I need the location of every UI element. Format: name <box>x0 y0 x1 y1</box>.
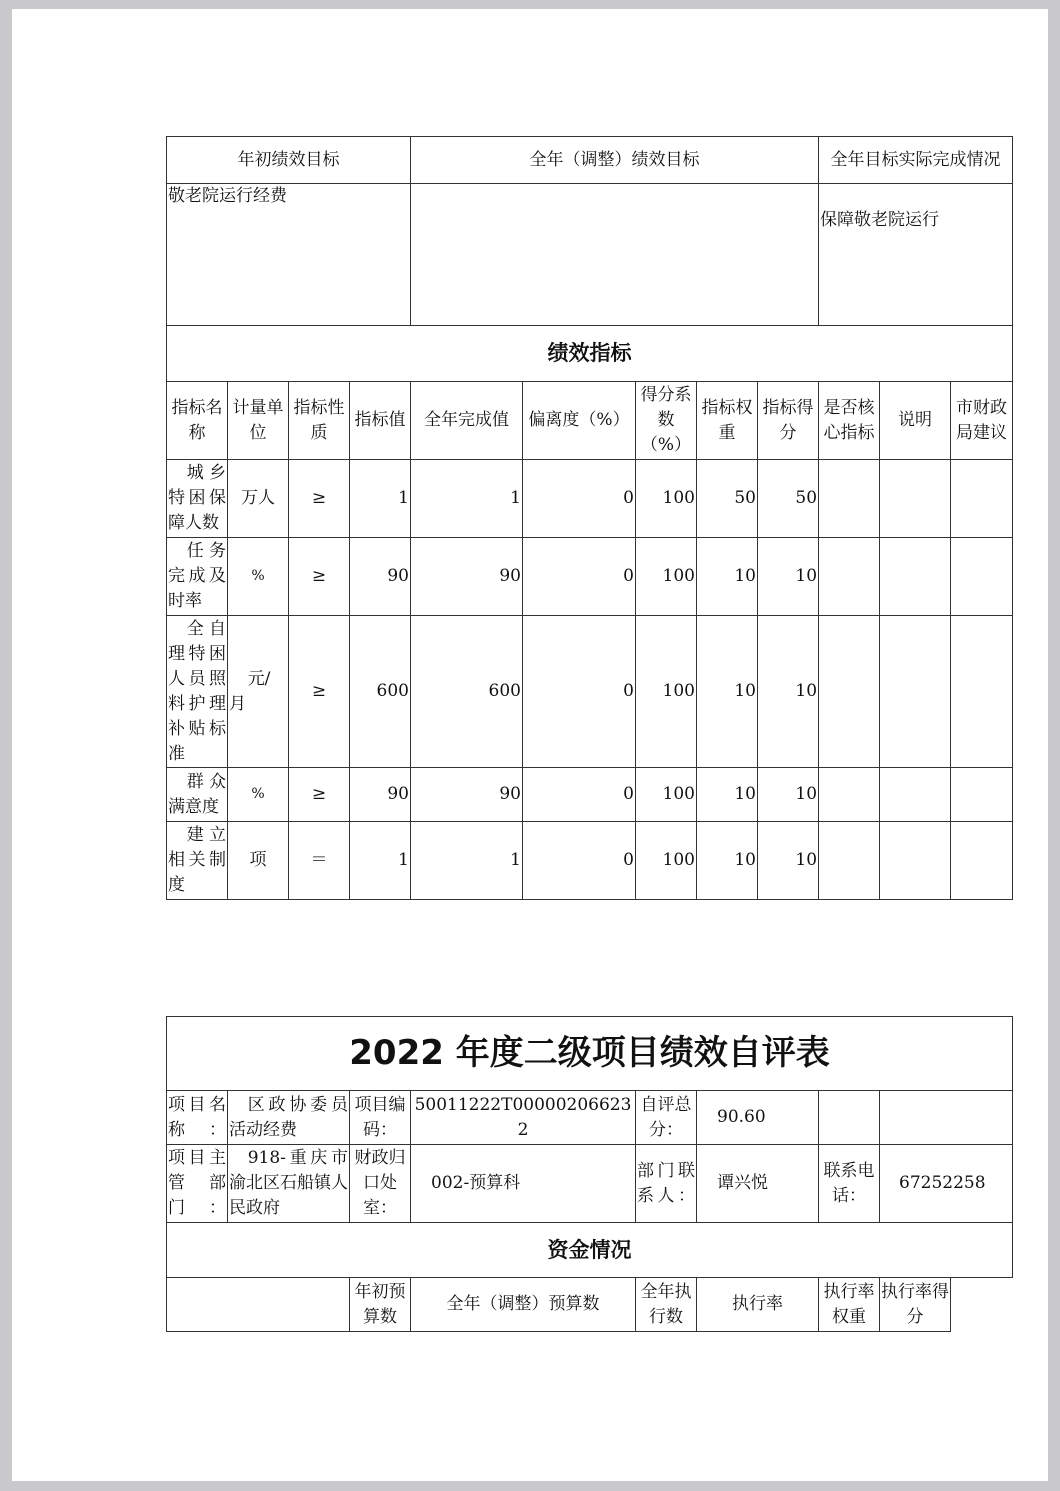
indicator-note-cell <box>880 538 951 616</box>
header-adjusted-goal: 全年（调整）绩效目标 <box>411 137 819 184</box>
initial-goal-cell: 敬老院运行经费 <box>167 184 411 326</box>
indicator-nature-cell: ≥ <box>289 616 350 768</box>
contact-label: 部门联系人： <box>636 1145 697 1223</box>
score-value <box>697 1091 819 1145</box>
indicator-note-cell <box>880 460 951 538</box>
indicator-score-cell: 50 <box>758 460 819 538</box>
funds-col-header-rate-score: 执行率得分 <box>880 1278 951 1332</box>
indicator-core-cell <box>819 822 880 900</box>
indicator-advice-cell <box>951 460 1013 538</box>
indicator-score-cell: 10 <box>758 822 819 900</box>
empty-cell <box>880 1091 1013 1145</box>
funds-col-header-executed: 全年执行数 <box>636 1278 697 1332</box>
indicator-core-cell <box>819 768 880 822</box>
col-header: 计量单位 <box>228 382 289 460</box>
indicator-score-cell: 10 <box>758 538 819 616</box>
project-name-label: 项目名称： <box>167 1091 228 1145</box>
indicator-advice-cell <box>951 616 1013 768</box>
indicator-done-cell: 1 <box>411 822 523 900</box>
indicator-coef-cell: 100 <box>636 538 697 616</box>
indicator-weight-cell: 10 <box>697 616 758 768</box>
indicator-coef-cell: 100 <box>636 768 697 822</box>
indicator-done-cell: 1 <box>411 460 523 538</box>
indicator-coef-cell: 100 <box>636 822 697 900</box>
funds-col-header-rate-weight: 执行率权重 <box>819 1278 880 1332</box>
funds-col-header <box>167 1278 350 1332</box>
phone-label: 联系电话： <box>819 1145 880 1223</box>
funds-col-header-initial: 年初预算数 <box>350 1278 411 1332</box>
indicator-coef-cell: 100 <box>636 460 697 538</box>
contact-value <box>697 1145 819 1223</box>
indicator-header-row <box>167 382 1013 460</box>
finance-label: 财政归口处室： <box>350 1145 411 1223</box>
indicator-weight-cell: 10 <box>697 538 758 616</box>
indicator-unit-cell: % <box>228 768 289 822</box>
indicator-nature-cell: ≥ <box>289 538 350 616</box>
col-header: 指标权重 <box>697 382 758 460</box>
actual-cell <box>819 184 1013 326</box>
col-header: 指标性质 <box>289 382 350 460</box>
indicator-name-cell: 群众满意度 <box>167 768 228 822</box>
table-row <box>167 768 1013 822</box>
table-row <box>167 460 1013 538</box>
indicator-dev-cell: 0 <box>523 768 636 822</box>
indicator-note-cell <box>880 768 951 822</box>
indicator-nature-cell: ≥ <box>289 460 350 538</box>
finance-value <box>411 1145 636 1223</box>
indicator-core-cell <box>819 616 880 768</box>
indicator-target-cell: 90 <box>350 768 411 822</box>
table-row <box>167 616 1013 768</box>
indicator-core-cell <box>819 460 880 538</box>
indicator-name-cell: 建立相关制度 <box>167 822 228 900</box>
col-header: 是否核心指标 <box>819 382 880 460</box>
indicator-nature-cell: ＝ <box>289 822 350 900</box>
indicator-name-cell: 全自理特困人员照料护理补贴标准 <box>167 616 228 768</box>
header-initial-goal: 年初绩效目标 <box>167 137 411 184</box>
indicator-target-cell: 1 <box>350 822 411 900</box>
project-code-label: 项目编码： <box>350 1091 411 1145</box>
indicator-note-cell <box>880 616 951 768</box>
col-header: 全年完成值 <box>411 382 523 460</box>
phone-text: 67252258 <box>899 1173 986 1193</box>
indicator-name-cell: 城乡特困保障人数 <box>167 460 228 538</box>
indicator-unit-cell: 万人 <box>228 460 289 538</box>
indicator-advice-cell <box>951 822 1013 900</box>
col-header: 指标名称 <box>167 382 228 460</box>
indicator-nature-cell: ≥ <box>289 768 350 822</box>
col-header: 市财政局建议 <box>951 382 1013 460</box>
indicator-score-cell: 10 <box>758 768 819 822</box>
funds-col-header-adjusted: 全年（调整）预算数 <box>411 1278 636 1332</box>
indicator-dev-cell: 0 <box>523 822 636 900</box>
indicator-advice-cell <box>951 538 1013 616</box>
indicator-weight-cell: 10 <box>697 822 758 900</box>
indicator-core-cell <box>819 538 880 616</box>
col-header: 指标值 <box>350 382 411 460</box>
dept-label: 项目主管部门： <box>167 1145 228 1223</box>
indicator-target-cell: 600 <box>350 616 411 768</box>
indicator-name-cell: 任务完成及时率 <box>167 538 228 616</box>
indicator-target-cell: 1 <box>350 460 411 538</box>
indicator-weight-cell: 50 <box>697 460 758 538</box>
indicator-note-cell <box>880 822 951 900</box>
indicator-advice-cell <box>951 768 1013 822</box>
document-page <box>12 9 1048 1481</box>
evaluation-table <box>166 1016 1013 1332</box>
indicator-coef-cell: 100 <box>636 616 697 768</box>
col-header: 说明 <box>880 382 951 460</box>
indicator-dev-cell: 0 <box>523 538 636 616</box>
section-title-funds: 资金情况 <box>167 1223 1013 1278</box>
section-title-indicators: 绩效指标 <box>167 326 1013 382</box>
indicator-unit-cell: 项 <box>228 822 289 900</box>
empty-cell <box>819 1091 880 1145</box>
col-header: 指标得分 <box>758 382 819 460</box>
indicator-dev-cell: 0 <box>523 616 636 768</box>
header-actual: 全年目标实际完成情况 <box>819 137 1013 184</box>
score-text: 90.60 <box>717 1107 766 1127</box>
adjusted-goal-cell <box>411 184 819 326</box>
indicator-done-cell: 600 <box>411 616 523 768</box>
project-name-value: 区政协委员活动经费 <box>228 1091 350 1145</box>
indicator-target-cell: 90 <box>350 538 411 616</box>
indicator-rows <box>167 460 1013 900</box>
col-header: 得分系数（%） <box>636 382 697 460</box>
evaluation-title: 2022 年度二级项目绩效自评表 <box>167 1017 1013 1091</box>
phone-value <box>880 1145 1013 1223</box>
indicator-unit-cell: % <box>228 538 289 616</box>
dept-value: 918-重庆市渝北区石船镇人民政府 <box>228 1145 350 1223</box>
indicator-score-cell: 10 <box>758 616 819 768</box>
indicator-done-cell: 90 <box>411 768 523 822</box>
score-label: 自评总分： <box>636 1091 697 1145</box>
indicator-dev-cell: 0 <box>523 460 636 538</box>
table-row <box>167 538 1013 616</box>
indicator-done-cell: 90 <box>411 538 523 616</box>
finance-text: 002-预算科 <box>431 1173 521 1193</box>
table-row <box>167 822 1013 900</box>
col-header: 偏离度（%） <box>523 382 636 460</box>
performance-table <box>166 136 1013 900</box>
indicator-weight-cell: 10 <box>697 768 758 822</box>
funds-col-header-rate: 执行率 <box>697 1278 819 1332</box>
contact-text: 谭兴悦 <box>717 1173 768 1193</box>
actual-text: 保障敬老院运行 <box>820 210 940 230</box>
funds-header-row <box>167 1278 1013 1332</box>
project-code-value: 50011222T000002066232 <box>411 1091 636 1145</box>
indicator-unit-cell: 元/月 <box>228 616 289 768</box>
